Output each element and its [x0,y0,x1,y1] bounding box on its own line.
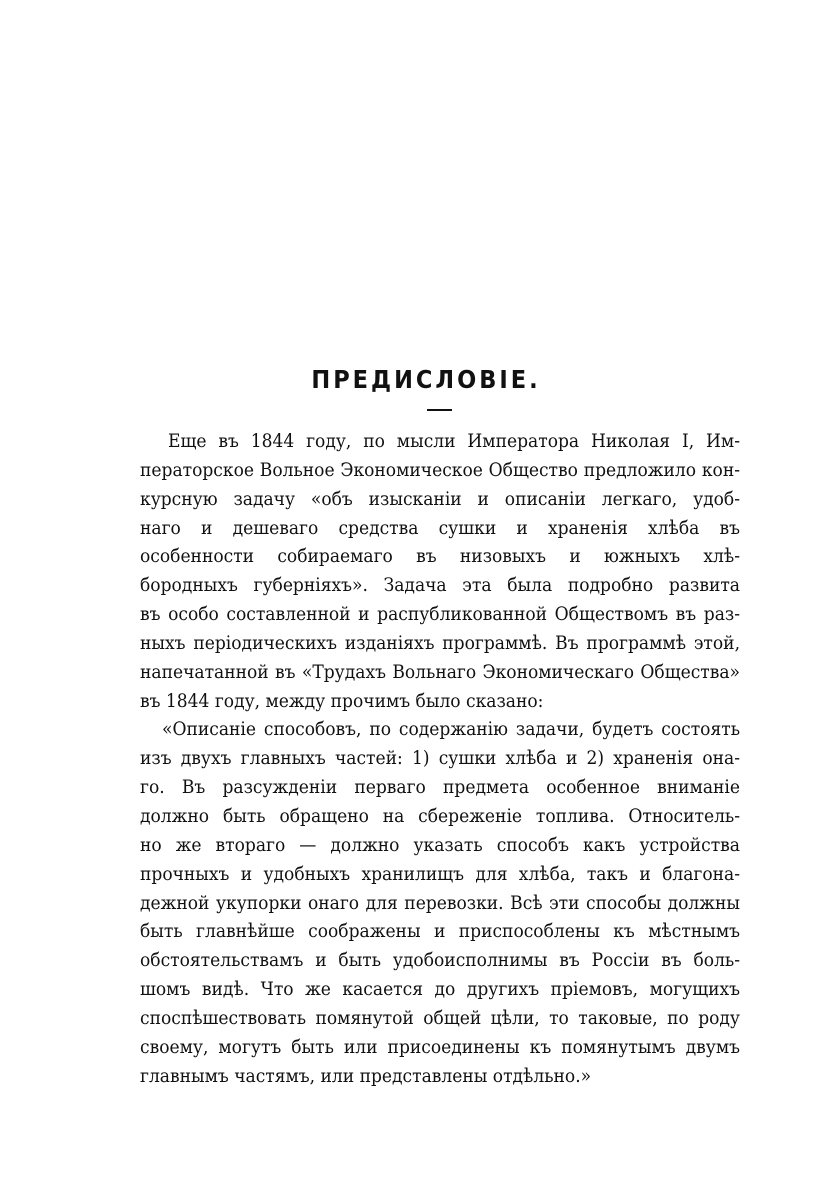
text-line: шомъ видѣ. Что же касается до другихъ пріемовъ, могущихъ [140,978,740,1001]
text-line: бородныхъ губерніяхъ». Задача эта была подробно развита [140,574,740,597]
text-line: Еще въ 1844 году, по мысли Императора Николая I, Им- [168,430,740,452]
text-line: «Описаніе способовъ, по содержанію задачи, будетъ состоять [162,718,740,741]
text-line: го. Въ разсужденіи перваго предмета особенное вниманіе [140,776,740,799]
text-line: прочныхъ и удобныхъ хранилищъ для хлѣба, такъ и благона- [140,862,740,885]
text-line: быть главнѣйше соображены и приспособлены къ мѣстнымъ [140,920,740,943]
text-line: дежной укупорки онаго для перевозки. Всѣ эти способы должны [140,891,740,914]
title-rule [427,409,452,411]
text-line: въ 1844 году, между прочимъ было сказано: [140,689,544,712]
text-line: изъ двухъ главныхъ частей: 1) сушки хлѣба и 2) храненія она- [140,747,740,770]
preface-text [140,427,740,1090]
text-line: курсную задачу «объ изысканіи и описаніи легкаго, удоб- [140,487,740,510]
text-line: ператорское Вольное Экономическое Общество предложило кон- [140,458,740,481]
text-line: но же втораго — должно указать способъ какъ устройства [140,833,740,856]
text-line: въ особо составленной и распубликованной Обществомъ въ раз- [140,603,740,626]
text-line: своему, могутъ быть или присоединены къ помянутымъ двумъ [140,1035,740,1058]
text-line: споспѣшествовать помянутой общей цѣли, то таковые, по роду [140,1006,740,1029]
text-line: обстоятельствамъ и быть удобоисполнимы въ Россіи въ боль- [140,949,740,972]
text-line: напечатанной въ «Трудахъ Вольнаго Экономическаго Общества» [140,660,740,683]
text-line: особенности собираемаго въ низовыхъ и южныхъ хлѣ- [140,545,740,568]
text-line: должно быть обращено на сбереженіе топлива. Относитель- [140,804,740,827]
text-line: ныхъ періодическихъ изданіяхъ программѣ. Въ программѣ этой, [140,631,740,654]
text-line: наго и дешеваго средства сушки и храненія хлѣба въ [140,516,740,539]
text-line: главнымъ частямъ, или представлены отдѣльно.» [140,1064,592,1087]
page-title: ПРЕДИСЛОВІЕ. [311,365,541,394]
